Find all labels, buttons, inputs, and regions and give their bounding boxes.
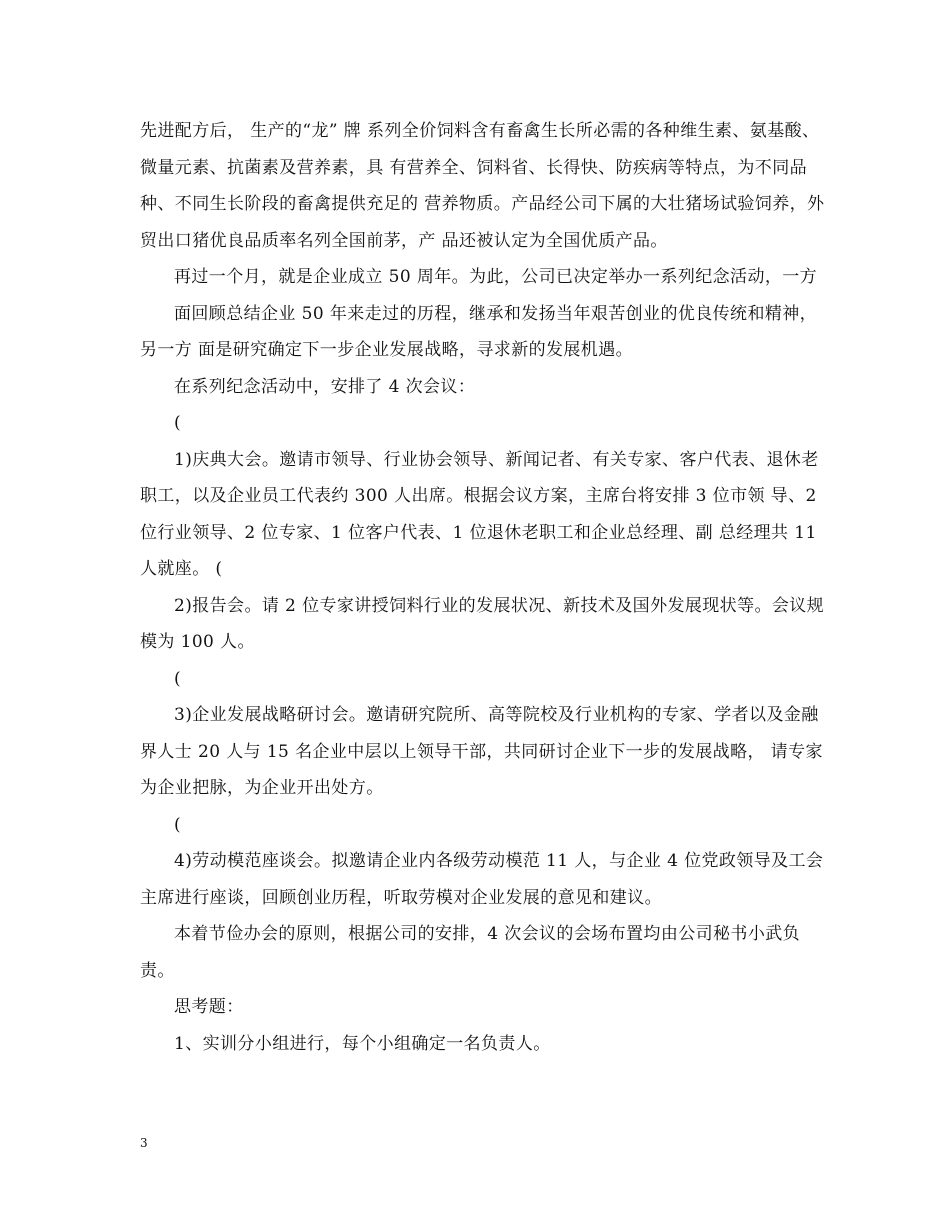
page-number: 3 (140, 1136, 148, 1150)
paragraph-review-strategy: 面回顾总结企业 50 年来走过的历程，继承和发扬当年艰苦创业的优良传统和精神，另一方 面是研究确定下一步企业发展战略，寻求新的发展机遇。 (140, 303, 818, 360)
document-body (140, 113, 830, 1062)
paragraph-open-paren-1: ( (174, 413, 182, 433)
paragraph-model-workers-forum: 4)劳动模范座谈会。拟邀请企业内各级劳动模范 11 人，与企业 4 位党政领导及工会 主席进行座谈，回顾创业历程，听取劳模对企业发展的意见和建议。 (140, 851, 824, 908)
paragraph-questions-heading: 思考题： (174, 997, 244, 1017)
paragraph-open-paren-2: ( (174, 668, 182, 689)
paragraph-celebration-meeting: 1)庆典大会。邀请市领导、行业协会领导、新闻记者、有关专家、客户代表、退休老 职工，以及企业员工代表约 300 人出席。根据会议方案，主席台将安排 3 位市领 导、2 位行业领导、2 位专家、1 位客户代表、1 位退休老职工和企业总经理、副 总经理共 11 人就座。 ( (140, 449, 819, 579)
paragraph-formula-intro: 先进配方后， 生产的“龙” 牌 系列全价饲料含有畜禽生长所必需的各种维生素、氨基酸、微量元素、抗菌素及营养素，具 有营养全、饲料省、长得快、防疾病等特点，为不同品种、不同生长阶段的畜禽提供充足的 营养物质。产品经公司下属的大壮猪场试验饲养，外贸出口猪优良品质率名列全国前茅，产 品还被认定为全国优质产品。 (140, 121, 825, 251)
paragraph-venue-arrangement: 本着节俭办会的原则，根据公司的安排，4 次会议的会场布置均由公司秘书小武负责。 (140, 924, 801, 981)
paragraph-open-paren-3: ( (174, 814, 182, 835)
paragraph-meetings-intro: 在系列纪念活动中，安排了 4 次会议： (174, 376, 476, 397)
paragraph-anniversary: 再过一个月，就是企业成立 50 周年。为此，公司已决定举办一系列纪念活动，一方 (174, 267, 818, 287)
paragraph-report-meeting: 2)报告会。请 2 位专家讲授饲料行业的发展状况、新技术及国外发展现状等。会议规 模为 100 人。 (140, 595, 825, 652)
paragraph-strategy-seminar: 3)企业发展战略研讨会。邀请研究院所、高等院校及行业机构的专家、学者以及金融 界人士 20 人与 15 名企业中层以上领导干部，共同研讨企业下一步的发展战略， 请专家为企业把脉，为企业开出处方。 (140, 705, 823, 798)
paragraph-question-1: 1、实训分小组进行，每个小组确定一名负责人。 (174, 1033, 551, 1054)
